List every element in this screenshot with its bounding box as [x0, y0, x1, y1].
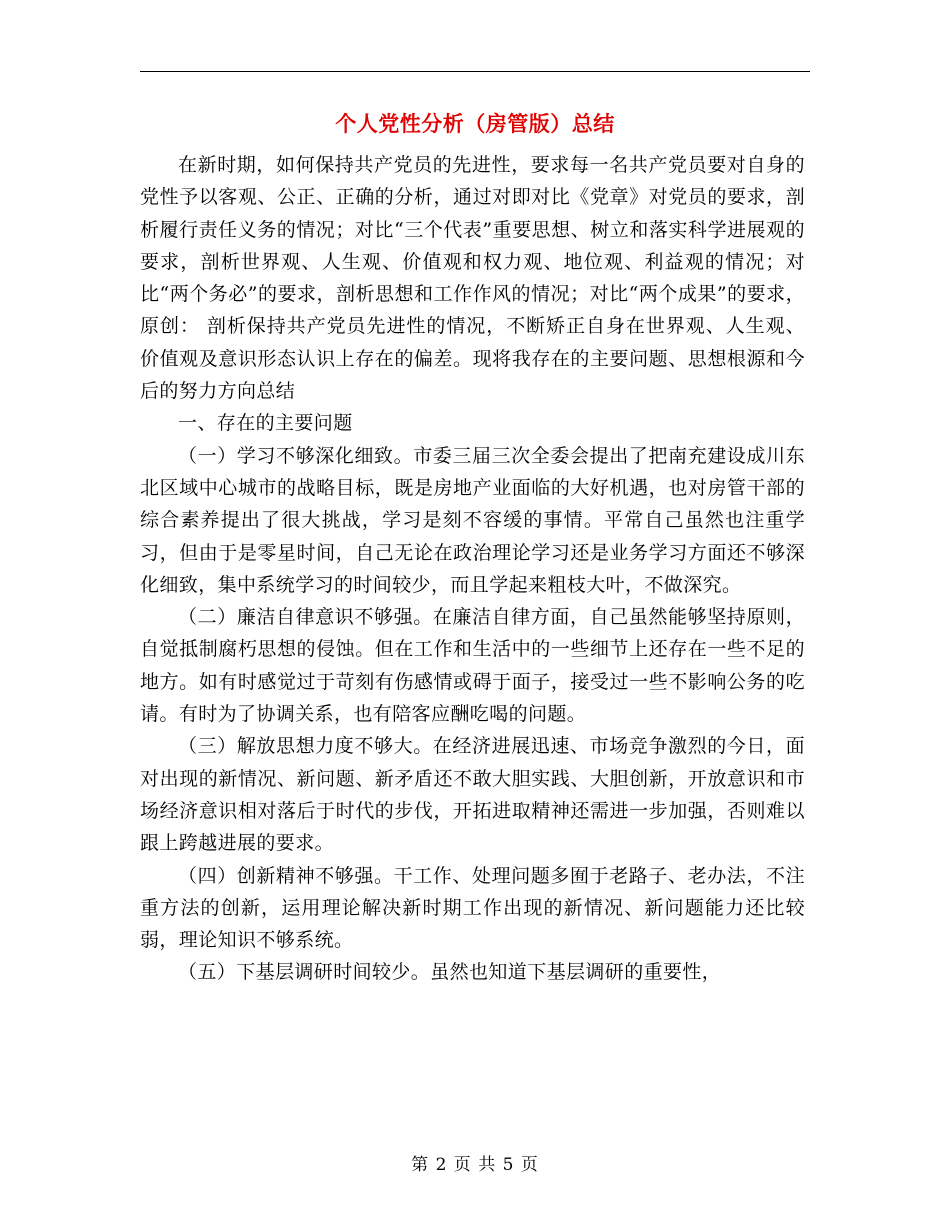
- section-heading: 一、存在的主要问题: [178, 412, 353, 435]
- problem-paragraph-5: （五）下基层调研时间较少。虽然也知道下基层调研的重要性，: [178, 961, 722, 984]
- document-title: 个人党性分析（房管版）总结: [335, 111, 615, 136]
- page-number: 第 2 页 共 5 页: [411, 1155, 539, 1175]
- document-body: [140, 149, 805, 989]
- intro-paragraph: 在新时期，如何保持共产党员的先进性，要求每一名共产党员要对自身的党性予以客观、公正、正确的分析，通过对即对比《党章》对党员的要求，剖析履行责任义务的情况；对比“三个代表”重要思想、树立和落实科学进展观的要求，剖析世界观、人生观、价值观和权力观、地位观、利益观的情况；对比“两个务必”的要求，剖析思想和工作作风的情况；对比“两个成果”的要求，原创： 剖析保持共产党员先进性的情况，不断矫正自身在世界观、人生观、价值观及意识形态认识上存在的偏差。现将我存在的主要问题、思想根源和今后的努力方向总结: [140, 154, 805, 403]
- problem-paragraph-1: （一）学习不够深化细致。市委三届三次全委会提出了把南充建设成川东北区域中心城市的战略目标，既是房地产业面临的大好机遇，也对房管干部的综合素养提出了很大挑战，学习是刻不容缓的事情。平常自己虽然也注重学习，但由于是零星时间，自己无论在政治理论学习还是业务学习方面还不够深化细致，集中系统学习的时间较少，而且学起来粗枝大叶，不做深究。: [140, 444, 805, 596]
- problem-paragraph-3: （三）解放思想力度不够大。在经济进展迅速、市场竞争激烈的今日，面对出现的新情况、新问题、新矛盾还不敢大胆实践、大胆创新，开放意识和市场经济意识相对落后于时代的步伐，开拓进取精神还需进一步加强，否则难以跟上跨越进展的要求。: [140, 735, 805, 855]
- problem-paragraph-2: （二）廉洁自律意识不够强。在廉洁自律方面，自己虽然能够坚持原则，自觉抵制腐朽思想的侵蚀。但在工作和生活中的一些细节上还存在一些不足的地方。如有时感觉过于苛刻有伤感情或碍于面子，接受过一些不影响公务的吃请。有时为了协调关系，也有陪客应酬吃喝的问题。: [140, 606, 805, 726]
- problem-paragraph-4: （四）创新精神不够强。干工作、处理问题多囿于老路子、老办法，不注重方法的创新，运用理论解决新时期工作出现的新情况、新问题能力还比较弱，理论知识不够系统。: [140, 864, 805, 952]
- header-rule: [140, 71, 810, 72]
